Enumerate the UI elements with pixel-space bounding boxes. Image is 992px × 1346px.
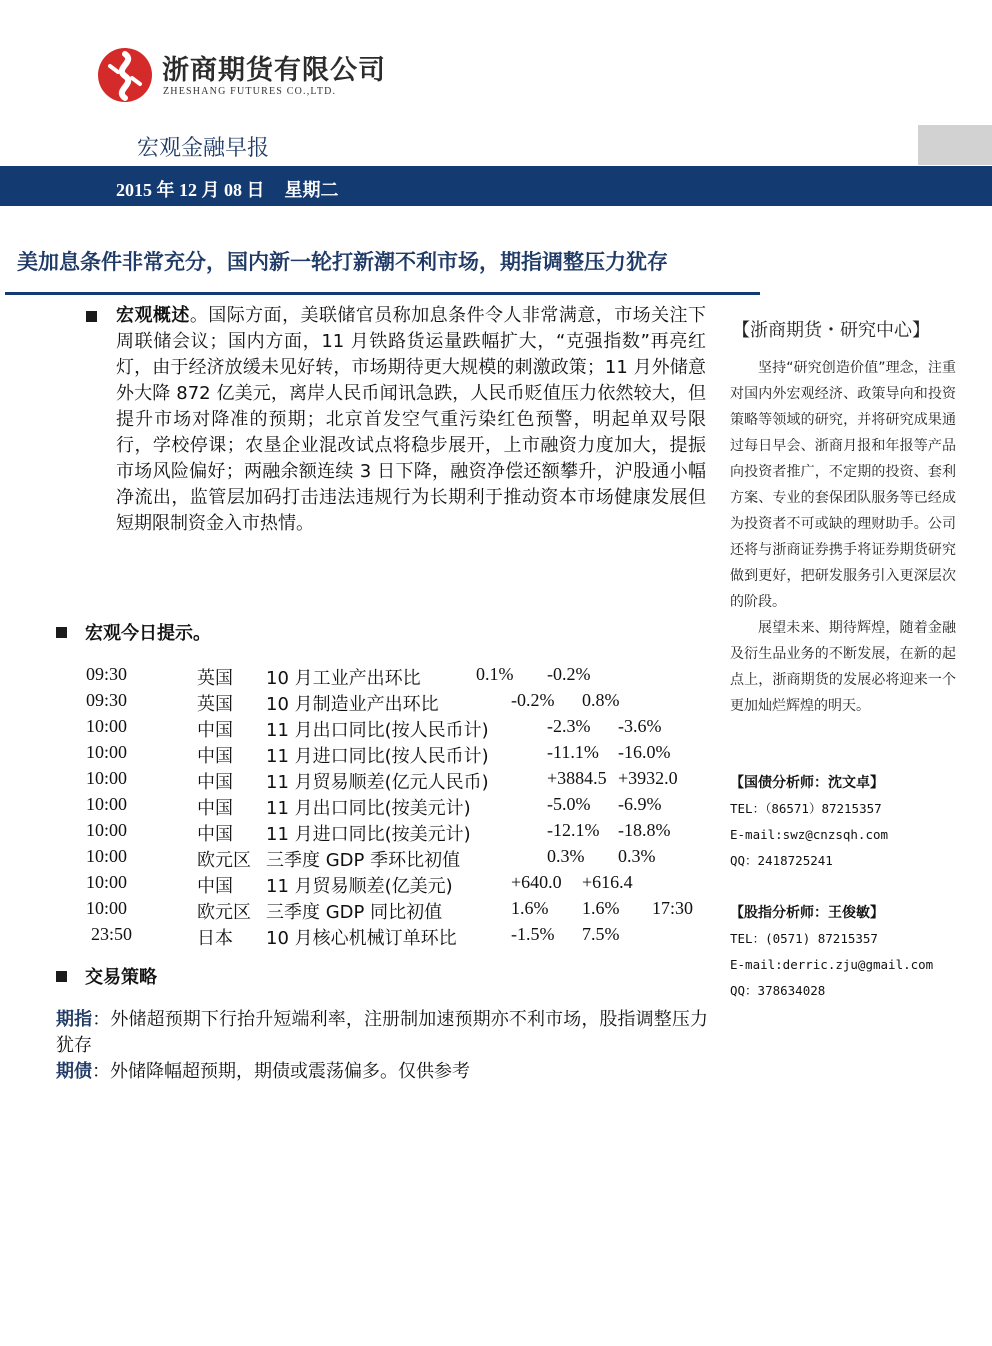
cal-previous: 1.6% (511, 898, 549, 918)
analyst-card-bond (730, 770, 970, 874)
research-center-description (730, 355, 956, 719)
calendar-row (86, 898, 726, 924)
cal-forecast: 7.5% (582, 924, 620, 944)
overview-body: 。国际方面，美联储官员称加息条件令人非常满意，市场关注下周联储会议；国内方面，11 月铁路货运量跌幅扩大，“克强指数”再亮红灯，由于经济放缓未见好转，市场期待更大规模的刺激政策；11 月外储意外大降 872 亿美元，离岸人民币闻讯急跌，人民币贬值压力依然较大，但提升市场对降准的预期；北京首发空气重污染红色预警，明起单双号限行，学校停课；农垦企业混改试点将稳步展开，上市融资力度加大，提振市场风险偏好；两融余额连续 3 日下降，融资净偿还额攀升，沪股通小幅净流出，监管层加码打击违法违规行为长期利于推动资本市场健康发展但短期限制资金入市热情。 (116, 305, 707, 534)
analyst-card-index (730, 900, 970, 1004)
cal-item: 11 月贸易顺差(亿元人民币) (266, 772, 489, 793)
cal-previous: -5.0% (547, 794, 591, 814)
calendar-row (86, 846, 726, 872)
cal-extra-time: 17:30 (652, 898, 694, 918)
cal-forecast: -6.9% (618, 794, 662, 814)
cal-previous: -1.5% (511, 924, 555, 944)
company-logo-icon (96, 46, 154, 104)
cal-time: 10:00 (86, 742, 128, 762)
date-value: 2015 年 12 月 08 日 (116, 180, 265, 200)
calendar-row (86, 768, 726, 794)
cal-region: 欧元区 (197, 850, 251, 871)
calendar-row (86, 742, 726, 768)
calendar-row (86, 820, 726, 846)
weekday-value: 星期二 (284, 180, 339, 200)
cal-previous: 0.1% (476, 664, 514, 684)
cal-forecast: -16.0% (618, 742, 671, 762)
cal-item: 三季度 GDP 同比初值 (266, 902, 443, 923)
cal-time: 09:30 (86, 664, 128, 684)
cal-time: 10:00 (86, 794, 128, 814)
bullet-square-icon (56, 971, 67, 982)
cal-forecast: 0.3% (618, 846, 656, 866)
header-gray-block (918, 125, 992, 165)
cal-previous: +640.0 (511, 872, 562, 892)
calendar-row (86, 924, 726, 950)
economic-calendar (86, 664, 726, 950)
analyst-qq: QQ：378634028 (730, 983, 826, 998)
analyst-tel: TEL：（86571）87215357 (730, 801, 882, 816)
cal-time: 10:00 (86, 846, 128, 866)
strategy-heading (56, 963, 157, 989)
cal-region: 中国 (197, 772, 233, 793)
cal-region: 日本 (197, 928, 233, 949)
report-type-title: 宏观金融早报 (137, 136, 270, 161)
cal-forecast: +616.4 (582, 872, 633, 892)
cal-previous: 0.3% (547, 846, 585, 866)
calendar-heading (56, 619, 211, 645)
overview-label: 宏观概述 (116, 305, 190, 326)
research-center-title: 【浙商期货・研究中心】 (732, 320, 930, 341)
cal-previous: +3884.5 (547, 768, 607, 788)
cal-item: 11 月贸易顺差(亿美元) (266, 876, 453, 897)
analyst-email[interactable]: E-mail:swz@cnzsqh.com (730, 827, 889, 842)
company-name-en: ZHESHANG FUTURES CO.,LTD. (163, 86, 337, 97)
calendar-row (86, 872, 726, 898)
strategy-index-text: ：外储超预期下行抬升短端利率，注册制加速预期亦不利市场，股指调整压力犹存 (56, 1009, 709, 1056)
cal-item: 10 月工业产出环比 (266, 668, 421, 689)
cal-time: 10:00 (86, 872, 128, 892)
cal-item: 三季度 GDP 季环比初值 (266, 850, 461, 871)
cal-time: 23:50 (91, 924, 133, 944)
cal-item: 11 月进口同比(按人民币计) (266, 746, 489, 767)
company-name-cn: 浙商期货有限公司 (162, 55, 386, 86)
cal-forecast: -0.2% (547, 664, 591, 684)
cal-region: 中国 (197, 720, 233, 741)
cal-previous: -0.2% (511, 690, 555, 710)
bullet-square-icon (56, 627, 67, 638)
research-center-para-2: 展望未来、期待辉煌，随着金融及衍生品业务的不断发展，在新的起点上，浙商期货的发展必将迎来一个更加灿烂辉煌的明天。 (730, 620, 956, 714)
cal-region: 中国 (197, 798, 233, 819)
cal-previous: -2.3% (547, 716, 591, 736)
cal-item: 10 月核心机械订单环比 (266, 928, 457, 949)
cal-region: 英国 (197, 694, 233, 715)
cal-forecast: 1.6% (582, 898, 620, 918)
cal-forecast: -18.8% (618, 820, 671, 840)
cal-item: 11 月进口同比(按美元计) (266, 824, 471, 845)
cal-item: 10 月制造业产出环比 (266, 694, 439, 715)
cal-region: 中国 (197, 876, 233, 897)
cal-forecast: 0.8% (582, 690, 620, 710)
macro-overview-text (116, 303, 706, 537)
calendar-row (86, 690, 726, 716)
cal-region: 欧元区 (197, 902, 251, 923)
analyst-tel: TEL：(0571) 87215357 (730, 931, 878, 946)
strategy-index-label: 期指 (56, 1009, 93, 1030)
calendar-row (86, 664, 726, 690)
strategy-index (56, 1007, 708, 1059)
cal-time: 10:00 (86, 768, 128, 788)
cal-item: 11 月出口同比(按美元计) (266, 798, 471, 819)
strategy-bond-label: 期债 (56, 1061, 92, 1082)
cal-region: 中国 (197, 824, 233, 845)
cal-item: 11 月出口同比(按人民币计) (266, 720, 489, 741)
calendar-row (86, 794, 726, 820)
cal-time: 10:00 (86, 716, 128, 736)
analyst-title: 【国债分析师：沈文卓】 (730, 775, 884, 791)
analyst-email[interactable]: E-mail:derric.zju@gmail.com (730, 957, 934, 972)
cal-previous: -11.1% (547, 742, 599, 762)
cal-time: 09:30 (86, 690, 128, 710)
strategy-body (56, 1007, 708, 1085)
strategy-title: 交易策略 (85, 967, 157, 988)
bullet-square-icon (86, 311, 97, 322)
cal-forecast: -3.6% (618, 716, 662, 736)
research-center-para-1: 坚持“研究创造价值”理念，注重对国内外宏观经济、政策导向和投资策略等领域的研究，并将研究成果通过每日早会、浙商月报和年报等产品向投资者推广，不定期的投资、套利方案、专业的套保团队服务等已经成为投资者不可或缺的理财助手。公司还将与浙商证券携手将证券期货研究做到更好，把研发服务引入更深层次的阶段。 (730, 360, 956, 610)
analyst-title: 【股指分析师：王俊敏】 (730, 905, 884, 921)
report-date (116, 176, 339, 202)
strategy-bond (56, 1059, 708, 1085)
cal-forecast: +3932.0 (618, 768, 678, 788)
strategy-bond-text: ：外储降幅超预期，期债或震荡偏多。仅供参考 (92, 1061, 470, 1082)
headline-divider (5, 292, 760, 295)
cal-region: 英国 (197, 668, 233, 689)
cal-previous: -12.1% (547, 820, 600, 840)
headline: 美加息条件非常充分，国内新一轮打新潮不利市场，期指调整压力犹存 (17, 250, 668, 274)
cal-region: 中国 (197, 746, 233, 767)
calendar-title: 宏观今日提示。 (85, 623, 211, 644)
cal-time: 10:00 (86, 898, 128, 918)
analyst-qq: QQ：2418725241 (730, 853, 833, 868)
calendar-row (86, 716, 726, 742)
cal-time: 10:00 (86, 820, 128, 840)
